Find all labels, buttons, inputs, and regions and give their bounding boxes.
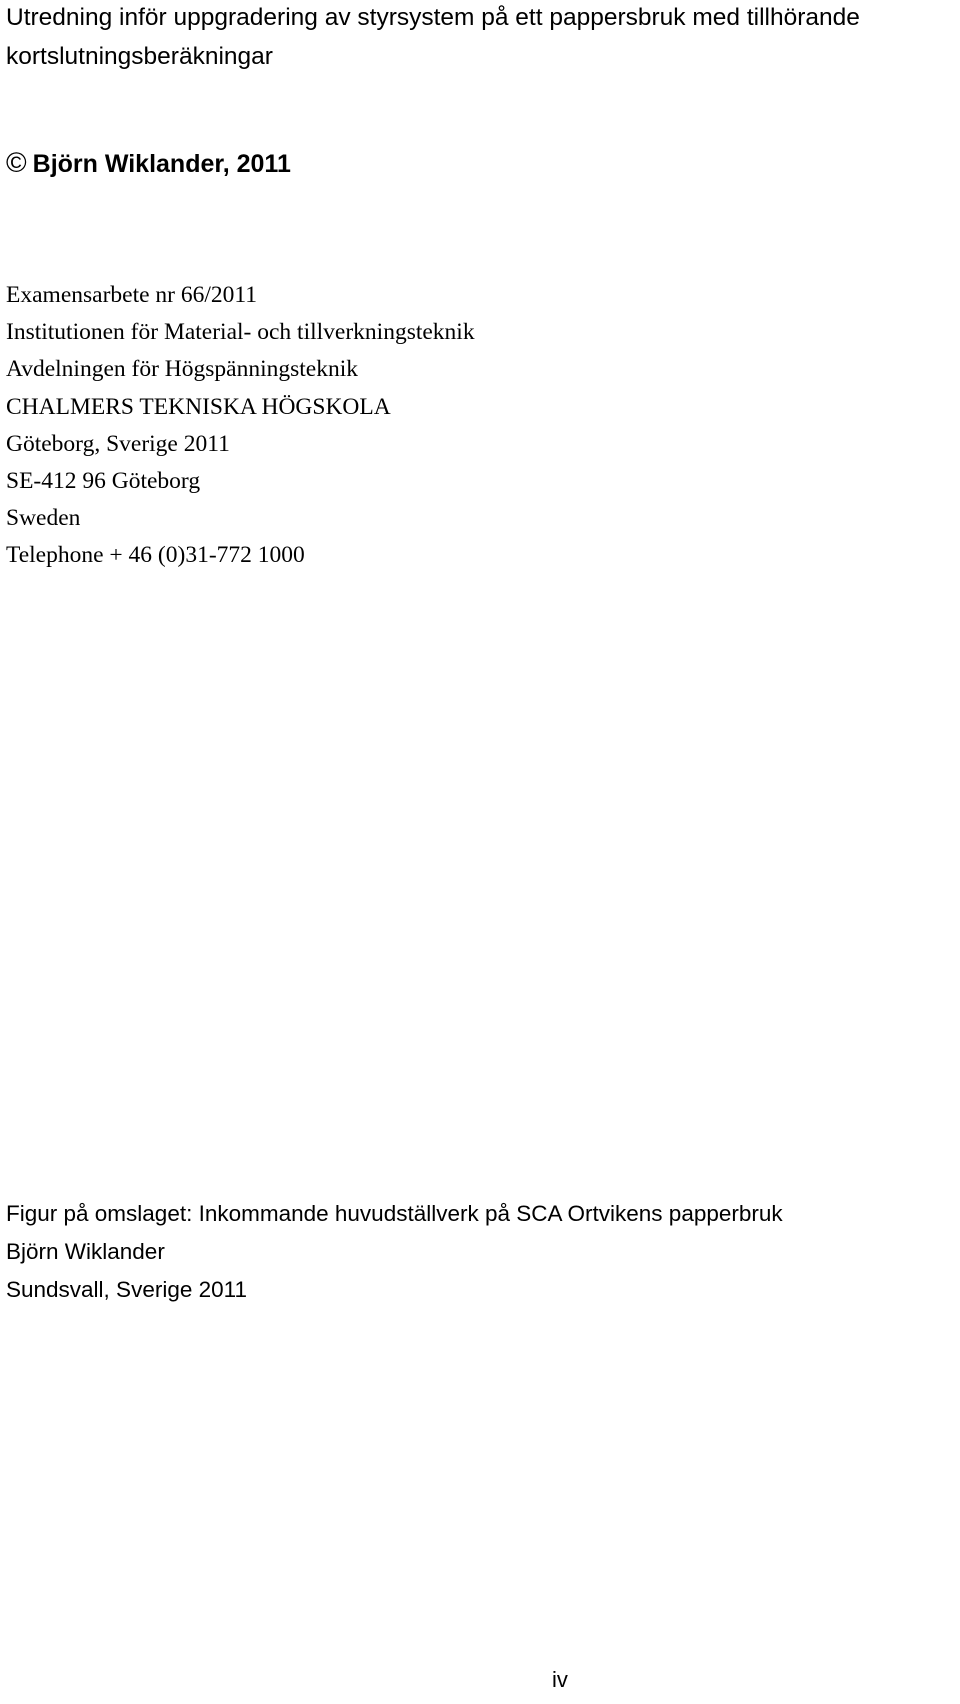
- page-number: iv: [552, 1667, 568, 1692]
- thesis-number: Examensarbete nr 66/2011: [6, 282, 258, 308]
- division: Avdelningen för Högspänningsteknik: [6, 356, 359, 383]
- telephone: Telephone + 46 (0)31-772 1000: [6, 542, 305, 569]
- cover-author: Björn Wiklander: [6, 1239, 165, 1264]
- cover-info-block: [6, 1195, 783, 1309]
- postal-address: SE-412 96 Göteborg: [6, 468, 201, 495]
- country: Sweden: [6, 505, 81, 532]
- university: CHALMERS TEKNISKA HÖGSKOLA: [6, 393, 391, 420]
- copyright-notice: [6, 146, 291, 181]
- cover-figure-caption: Figur på omslaget: Inkommande huvudställverk på SCA Ortvikens papperbruk: [6, 1201, 783, 1226]
- copyright-text: Björn Wiklander, 2011: [32, 150, 291, 178]
- copyright-symbol: ©: [6, 147, 27, 178]
- document-title: Utredning inför uppgradering av styrsystem på ett pappersbruk med tillhörande kortslutningsberäkningar: [6, 4, 860, 70]
- cover-place-year: Sundsvall, Sverige 2011: [6, 1277, 247, 1302]
- institution: Institutionen för Material- och tillverkningsteknik: [6, 319, 475, 346]
- thesis-info-block: [6, 277, 475, 575]
- city-year: Göteborg, Sverige 2011: [6, 430, 230, 457]
